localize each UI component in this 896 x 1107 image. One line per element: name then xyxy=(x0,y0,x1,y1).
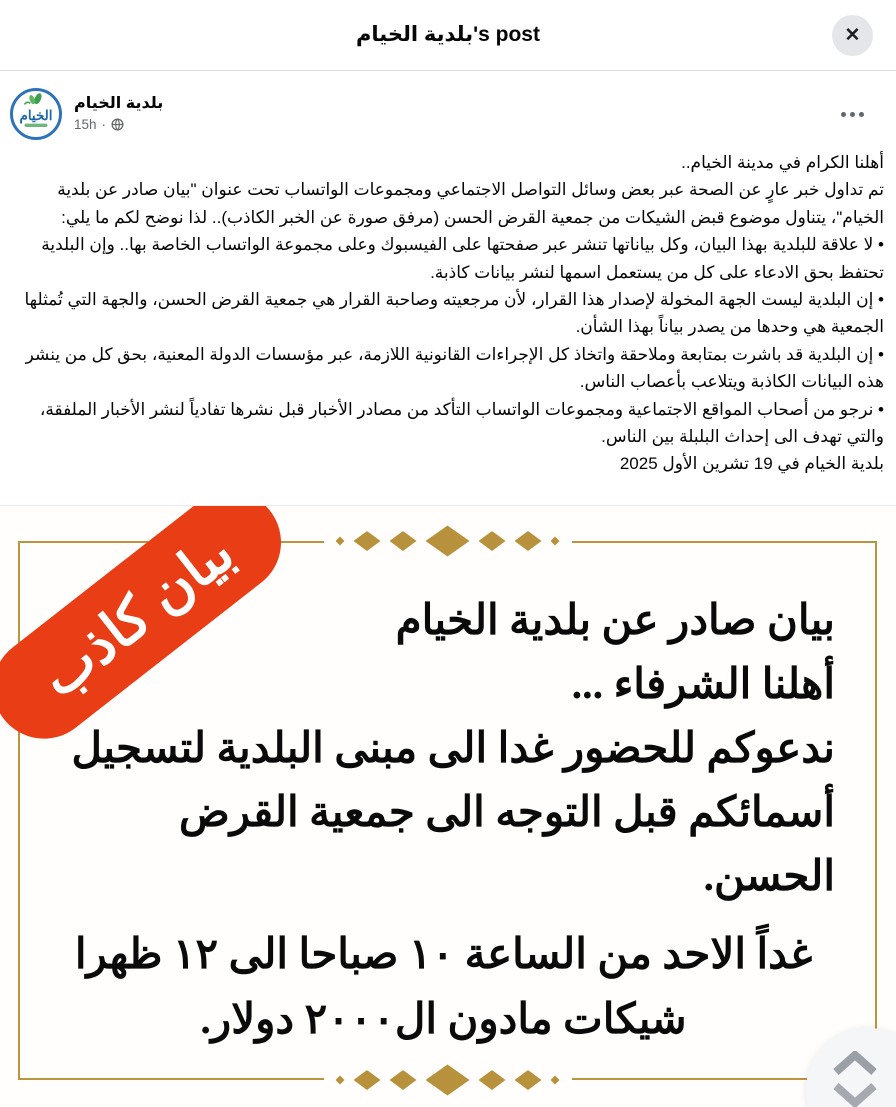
scroll-down-button[interactable] xyxy=(830,1082,880,1107)
close-icon: ✕ xyxy=(844,25,861,46)
timestamp[interactable]: 15h xyxy=(74,117,97,132)
post-text-paragraph: • إن البلدية قد باشرت بمتابعة وملاحقة واتخاذ كل الإجراءات القانونية اللازمة، عبر مؤسسات الدولة المعنية، بحق كل من ينشر هذه البيانات الكاذبة ويتلاعب بأعصاب الناس. xyxy=(25,344,884,392)
municipality-logo-icon xyxy=(13,91,59,137)
page-title: بلدية الخيام's post xyxy=(356,23,540,46)
meta-dot: · xyxy=(101,117,107,132)
post-text xyxy=(0,149,896,478)
post-text-paragraph: • نرجو من أصحاب المواقع الاجتماعية ومجموعات الواتساب التأكد من مصادر الأخبار قبل نشرها تفادياً لنشر الأخبار الملفقة، والتي تهدف الى إحداث البلبلة بين الناس. xyxy=(39,399,884,447)
post-text-paragraph: أهلنا الكرام في مدينة الخيام.. xyxy=(681,153,884,172)
ornament-divider-top xyxy=(324,526,572,557)
post-text-paragraph: • إن البلدية ليست الجهة المخولة لإصدار هذا القرار، لأن مرجعيته وصاحبة القرار هي جمعية القرض الحسن، والجهة التي تُمثلها الجمعية هي وحدها من يصدر بياناً بهذا الشأن. xyxy=(24,290,884,337)
modal-header xyxy=(0,0,896,71)
post-text-paragraph: بلدية الخيام في 19 تشرين الأول 2025 xyxy=(619,454,884,474)
post-header xyxy=(0,80,896,150)
post-image[interactable] xyxy=(0,505,896,1107)
globe-icon xyxy=(111,118,124,131)
author-name[interactable]: بلدية الخيام xyxy=(74,95,164,112)
chevron-down-icon xyxy=(832,1083,878,1107)
post-text-paragraph: تم تداول خبر عارٍ عن الصحة عبر بعض وسائل التواصل الاجتماعي ومجموعات الواتساب تحت عنوان "بيان صادر عن بلدية الخيام"، يتناول موضوع قبض الشيكات من جمعية القرض الحسن (مرفق صورة عن الخبر الكاذب).. لذا نوضح لكم ما يلي: xyxy=(57,180,884,227)
close-button[interactable] xyxy=(832,15,873,56)
ornament-divider-bottom xyxy=(324,1065,572,1096)
chevron-up-icon xyxy=(832,1051,878,1075)
more-options-button[interactable] xyxy=(832,96,872,132)
ellipsis-icon xyxy=(841,112,846,117)
scroll-up-button[interactable] xyxy=(830,1050,880,1078)
post-meta xyxy=(74,117,124,132)
post-text-paragraph: • لا علاقة للبلدية بهذا البيان، وكل بياناتها تنشر عبر صفحتها على الفيسبوك وعلى مجموعة الواتساب الخاصة بها.. وإن البلدية تحتفظ بحق الادعاء على كل من يستعمل اسمها لنشر بيانات كاذبة. xyxy=(41,235,884,282)
svg-text:الخيام: الخيام xyxy=(19,107,53,123)
statement-text-bottom: غداً الاحد من الساعة ١٠ صباحا الى ١٢ ظهرا شيكات مادون ال٢٠٠٠ دولار. xyxy=(74,932,813,1043)
false-statement-stamp: بيان كاذب xyxy=(0,505,302,759)
statement-text-top: بيان صادر عن بلدية الخيام أهلنا الشرفاء ... ندعوكم للحضور غدا الى مبنى البلدية لتسجيل أسمائكم قبل التوجه الى جمعية القرض الحسن. xyxy=(71,598,835,900)
avatar[interactable] xyxy=(10,88,62,140)
